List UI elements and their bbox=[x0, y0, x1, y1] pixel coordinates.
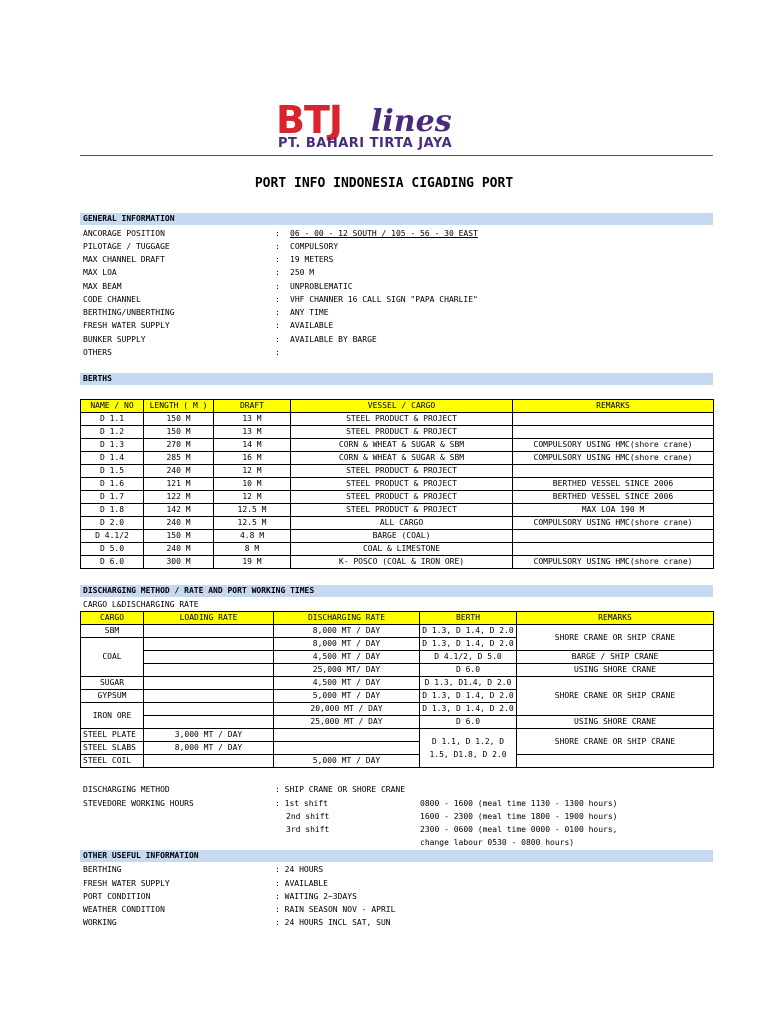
table-cell: BERTHED VESSEL SINCE 2006 bbox=[513, 491, 714, 504]
other-heading: OTHER USEFUL INFORMATION bbox=[80, 850, 713, 862]
table-row bbox=[81, 491, 714, 504]
page-title: PORT INFO INDONESIA CIGADING PORT bbox=[254, 176, 514, 191]
other-value: : RAIN SEASON NOV - APRIL bbox=[275, 905, 396, 914]
berths-heading: BERTHS bbox=[80, 373, 713, 385]
general-label: ANCORAGE POSITION bbox=[83, 229, 165, 238]
table-cell: D 1.1 bbox=[81, 413, 144, 426]
shift-hours: 1600 - 2300 (meal time 1800 - 1900 hours) bbox=[420, 812, 618, 821]
col-header: DRAFT bbox=[214, 400, 291, 413]
table-cell: CORN & WHEAT & SUGAR & SBM bbox=[291, 439, 513, 452]
table-cell: 19 M bbox=[214, 556, 291, 569]
table-cell: 13 M bbox=[214, 426, 291, 439]
other-label: WEATHER CONDITION bbox=[83, 905, 165, 914]
table-row bbox=[81, 504, 714, 517]
berths-rows bbox=[81, 413, 714, 569]
table-cell bbox=[513, 530, 714, 543]
table-cell: 285 M bbox=[144, 452, 214, 465]
table-cell: COMPULSORY USING HMC(shore crane) bbox=[513, 556, 714, 569]
table-cell: STEEL PRODUCT & PROJECT bbox=[291, 465, 513, 478]
table-cell: MAX LOA 190 M bbox=[513, 504, 714, 517]
table-cell: CORN & WHEAT & SUGAR & SBM bbox=[291, 452, 513, 465]
table-row: SBM 8,000 MT / DAY D 1.3, D 1.4, D 2.0 SHORE CRANE OR SHIP CRANE bbox=[81, 625, 714, 638]
table-cell: 240 M bbox=[144, 543, 214, 556]
table-cell bbox=[513, 543, 714, 556]
table-cell: K- POSCO (COAL & IRON ORE) bbox=[291, 556, 513, 569]
table-cell: 10 M bbox=[214, 478, 291, 491]
table-row bbox=[81, 452, 714, 465]
table-row bbox=[81, 426, 714, 439]
discharging-table bbox=[80, 611, 714, 768]
other-value: : AVAILABLE bbox=[275, 879, 328, 888]
table-cell: STEEL PRODUCT & PROJECT bbox=[291, 413, 513, 426]
table-cell: D 2.0 bbox=[81, 517, 144, 530]
table-row bbox=[81, 517, 714, 530]
table-cell: D 1.4 bbox=[81, 452, 144, 465]
table-cell: 240 M bbox=[144, 517, 214, 530]
col-header: DISCHARGING RATE bbox=[274, 612, 420, 625]
table-row: 4,500 MT / DAY D 4.1/2, D 5.0 BARGE / SHIP CRANE bbox=[81, 651, 714, 664]
table-cell: STEEL PRODUCT & PROJECT bbox=[291, 504, 513, 517]
table-row bbox=[81, 478, 714, 491]
table-cell: 122 M bbox=[144, 491, 214, 504]
table-cell: 8 M bbox=[214, 543, 291, 556]
table-cell: 150 M bbox=[144, 413, 214, 426]
col-header: VESSEL / CARGO bbox=[291, 400, 513, 413]
table-row bbox=[81, 543, 714, 556]
table-cell: BERTHED VESSEL SINCE 2006 bbox=[513, 478, 714, 491]
table-cell bbox=[513, 465, 714, 478]
method-label: DISCHARGING METHOD bbox=[83, 785, 170, 794]
table-cell: ALL CARGO bbox=[291, 517, 513, 530]
general-heading: GENERAL INFORMATION bbox=[80, 213, 713, 225]
col-header: REMARKS bbox=[517, 612, 714, 625]
table-row bbox=[81, 413, 714, 426]
discharging-header-row bbox=[81, 612, 714, 625]
table-cell: COMPULSORY USING HMC(shore crane) bbox=[513, 439, 714, 452]
col-header: LENGTH ( M ) bbox=[144, 400, 214, 413]
table-cell: STEEL PRODUCT & PROJECT bbox=[291, 426, 513, 439]
table-cell: STEEL PRODUCT & PROJECT bbox=[291, 478, 513, 491]
table-row: 25,000 MT / DAY D 6.0 USING SHORE CRANE bbox=[81, 716, 714, 729]
shift-hours: 0800 - 1600 (meal time 1130 - 1300 hours) bbox=[420, 799, 618, 808]
table-cell: 4.8 M bbox=[214, 530, 291, 543]
other-value: : WAITING 2~3DAYS bbox=[275, 892, 357, 901]
table-row: COAL 8,000 MT / DAY D 1.3, D 1.4, D 2.0 bbox=[81, 638, 714, 651]
change-labour: change labour 0530 - 0800 hours) bbox=[420, 838, 575, 847]
table-cell: 12 M bbox=[214, 491, 291, 504]
table-row: STEEL SLABS 8,000 MT / DAY bbox=[81, 742, 714, 755]
col-header: CARGO bbox=[81, 612, 144, 625]
table-cell: 240 M bbox=[144, 465, 214, 478]
table-cell: 300 M bbox=[144, 556, 214, 569]
other-label: FRESH WATER SUPPLY bbox=[83, 879, 170, 888]
other-label: PORT CONDITION bbox=[83, 892, 151, 901]
method-value: : SHIP CRANE OR SHORE CRANE bbox=[275, 785, 406, 794]
table-cell: COMPULSORY USING HMC(shore crane) bbox=[513, 452, 714, 465]
table-cell: 12.5 M bbox=[214, 517, 291, 530]
col-header: BERTH bbox=[420, 612, 517, 625]
table-cell: D 6.0 bbox=[81, 556, 144, 569]
col-header: NAME / NO bbox=[81, 400, 144, 413]
table-cell: 13 M bbox=[214, 413, 291, 426]
table-cell bbox=[513, 413, 714, 426]
table-row: STEEL COIL 5,000 MT / DAY bbox=[81, 755, 714, 768]
table-cell: 121 M bbox=[144, 478, 214, 491]
table-cell: D 1.8 bbox=[81, 504, 144, 517]
table-cell: 270 M bbox=[144, 439, 214, 452]
company-logo bbox=[276, 100, 496, 155]
table-row bbox=[81, 439, 714, 452]
table-row: 25,000 MT/ DAY D 6.0 USING SHORE CRANE bbox=[81, 664, 714, 677]
other-value: : 24 HOURS INCL SAT, SUN bbox=[275, 918, 391, 927]
table-row: GYPSUM 5,000 MT / DAY D 1.3, D 1.4, D 2.0 bbox=[81, 690, 714, 703]
table-row bbox=[81, 465, 714, 478]
shift-name: : 1st shift bbox=[275, 799, 328, 808]
table-cell: COAL & LIMESTONE bbox=[291, 543, 513, 556]
table-cell: 12 M bbox=[214, 465, 291, 478]
stevedore-label: STEVEDORE WORKING HOURS bbox=[83, 799, 194, 808]
other-label: WORKING bbox=[83, 918, 117, 927]
table-cell: 16 M bbox=[214, 452, 291, 465]
col-header: LOADING RATE bbox=[144, 612, 274, 625]
shift-name: 3rd shift bbox=[286, 825, 330, 834]
general-value: 06 - 00 - 12 SOUTH / 105 - 56 - 30 EAST bbox=[290, 229, 478, 238]
table-cell: D 4.1/2 bbox=[81, 530, 144, 543]
table-row: STEEL PLATE 3,000 MT / DAY D 1.1, D 1.2, D 1.5, D1.8, D 2.0 SHORE CRANE OR SHIP CRANE bbox=[81, 729, 714, 742]
table-cell: D 1.3 bbox=[81, 439, 144, 452]
table-cell: D 1.2 bbox=[81, 426, 144, 439]
table-cell: 150 M bbox=[144, 426, 214, 439]
table-row bbox=[81, 556, 714, 569]
table-cell: BARGE (COAL) bbox=[291, 530, 513, 543]
table-cell: D 5.0 bbox=[81, 543, 144, 556]
table-cell: 150 M bbox=[144, 530, 214, 543]
table-cell: D 1.6 bbox=[81, 478, 144, 491]
table-cell: 142 M bbox=[144, 504, 214, 517]
table-row: SUGAR 4,500 MT / DAY D 1.3, D1.4, D 2.0 SHORE CRANE OR SHIP CRANE bbox=[81, 677, 714, 690]
berths-header-row bbox=[81, 400, 714, 413]
other-value: : 24 HOURS bbox=[275, 865, 324, 874]
table-cell: 14 M bbox=[214, 439, 291, 452]
table-cell: COMPULSORY USING HMC(shore crane) bbox=[513, 517, 714, 530]
berths-table bbox=[80, 399, 714, 569]
table-cell: STEEL PRODUCT & PROJECT bbox=[291, 491, 513, 504]
header-divider bbox=[80, 155, 713, 156]
col-header: REMARKS bbox=[513, 400, 714, 413]
table-cell bbox=[513, 426, 714, 439]
logo-brand-word: lines bbox=[371, 104, 452, 139]
shift-hours: 2300 - 0600 (meal time 0000 - 0100 hours, bbox=[420, 825, 618, 834]
table-cell: D 1.5 bbox=[81, 465, 144, 478]
shift-name: 2nd shift bbox=[286, 812, 330, 821]
discharging-heading: DISCHARGING METHOD / RATE AND PORT WORKING TIMES bbox=[80, 585, 713, 597]
table-cell: 12.5 M bbox=[214, 504, 291, 517]
other-label: BERTHING bbox=[83, 865, 122, 874]
logo-brand: BTJ bbox=[276, 98, 343, 142]
table-cell: D 1.7 bbox=[81, 491, 144, 504]
table-row bbox=[81, 530, 714, 543]
discharging-subheading: CARGO L&DISCHARGING RATE bbox=[83, 600, 199, 609]
logo-company-name: PT. BAHARI TIRTA JAYA bbox=[278, 136, 453, 151]
table-row: IRON ORE 20,000 MT / DAY D 1.3, D 1.4, D 2.0 bbox=[81, 703, 714, 716]
